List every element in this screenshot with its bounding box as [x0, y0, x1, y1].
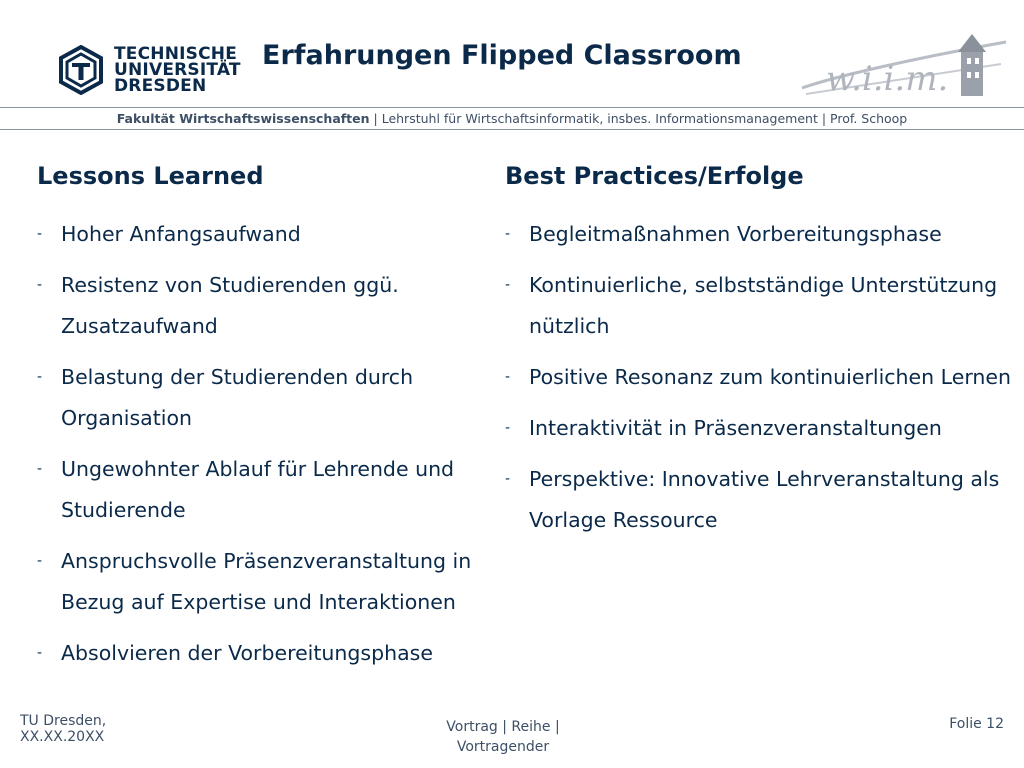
bullet-dash: -: [505, 471, 511, 487]
header-divider-bottom: [0, 129, 1024, 130]
wiim-logo: [796, 28, 1014, 108]
footer-speaker: Vortragender: [456, 739, 550, 755]
wiim-logo-text: w.i.i.m.: [826, 59, 949, 99]
list-item: [37, 265, 487, 347]
bullet-dash: -: [505, 226, 511, 242]
list-item: [37, 357, 487, 439]
list-item-text: Interaktivität in Präsenzveranstaltungen: [529, 416, 942, 440]
bullet-dash: -: [505, 277, 511, 293]
bullet-dash: -: [37, 369, 43, 385]
slide-title: Erfahrungen Flipped Classroom: [262, 40, 742, 71]
chair-info: | Lehrstuhl für Wirtschaftsinformatik, insbes. Informationsmanagement | Prof. Schoop: [369, 111, 908, 126]
best-practices-heading: Best Practices/Erfolge: [505, 162, 804, 190]
logo-line-3: DRESDEN: [114, 76, 207, 96]
list-item-text: Hoher Anfangsaufwand: [61, 222, 301, 246]
list-item: [505, 214, 1015, 255]
list-item-text: Begleitmaßnahmen Vorbereitungsphase: [529, 222, 942, 246]
list-item-text: Positive Resonanz zum kontinuierlichen Lernen: [529, 365, 1012, 389]
lessons-learned-list: [37, 214, 487, 674]
bullet-dash: -: [37, 226, 43, 242]
list-item-text: Absolvieren der Vorbereitungsphase: [61, 641, 433, 665]
list-item: [37, 633, 487, 674]
logo-line-2: UNIVERSITÄT: [114, 60, 241, 80]
best-practices-column: [505, 160, 1015, 551]
list-item-text: Perspektive: Innovative Lehrveranstaltung als Vorlage Ressource: [529, 467, 1000, 532]
list-item: [37, 449, 487, 531]
header-divider-top: [0, 107, 1024, 108]
list-item-text: Anspruchsvolle Präsenzveranstaltung in Bezug auf Expertise und Interaktionen: [61, 549, 472, 614]
lessons-learned-column: [37, 160, 487, 684]
best-practices-list: [505, 214, 1015, 541]
list-item: [505, 357, 1015, 398]
bullet-dash: -: [37, 277, 43, 293]
list-item-text: Kontinuierliche, selbstständige Unterstützung nützlich: [529, 273, 998, 338]
tower-icon: [958, 34, 986, 96]
footer-institution-name: TU Dresden,: [20, 713, 107, 729]
slide-number: Folie 12: [949, 716, 1004, 732]
tu-dresden-emblem-icon: [56, 45, 106, 95]
list-item: [505, 459, 1015, 541]
footer-date: XX.XX.20XX: [20, 729, 105, 745]
bullet-dash: -: [505, 369, 511, 385]
bullet-dash: -: [505, 420, 511, 436]
footer-talk-series: Vortrag | Reihe |: [446, 719, 560, 735]
list-item: [505, 408, 1015, 449]
footer-institution: [20, 713, 106, 745]
list-item: [505, 265, 1015, 347]
footer-talk-info: [438, 717, 568, 757]
lessons-learned-heading: Lessons Learned: [37, 162, 264, 190]
list-item-text: Resistenz von Studierenden ggü. Zusatzaufwand: [61, 273, 399, 338]
bullet-dash: -: [37, 461, 43, 477]
university-name: [114, 46, 241, 94]
list-item-text: Belastung der Studierenden durch Organisation: [61, 365, 414, 430]
tu-dresden-logo: [56, 45, 241, 95]
logo-line-1: TECHNISCHE: [114, 44, 238, 64]
bullet-dash: -: [37, 553, 43, 569]
faculty-line: [0, 111, 1024, 126]
bullet-dash: -: [37, 645, 43, 661]
list-item: [37, 214, 487, 255]
list-item: [37, 541, 487, 623]
list-item-text: Ungewohnter Ablauf für Lehrende und Studierende: [61, 457, 455, 522]
faculty-name: Fakultät Wirtschaftswissenschaften: [116, 111, 370, 126]
